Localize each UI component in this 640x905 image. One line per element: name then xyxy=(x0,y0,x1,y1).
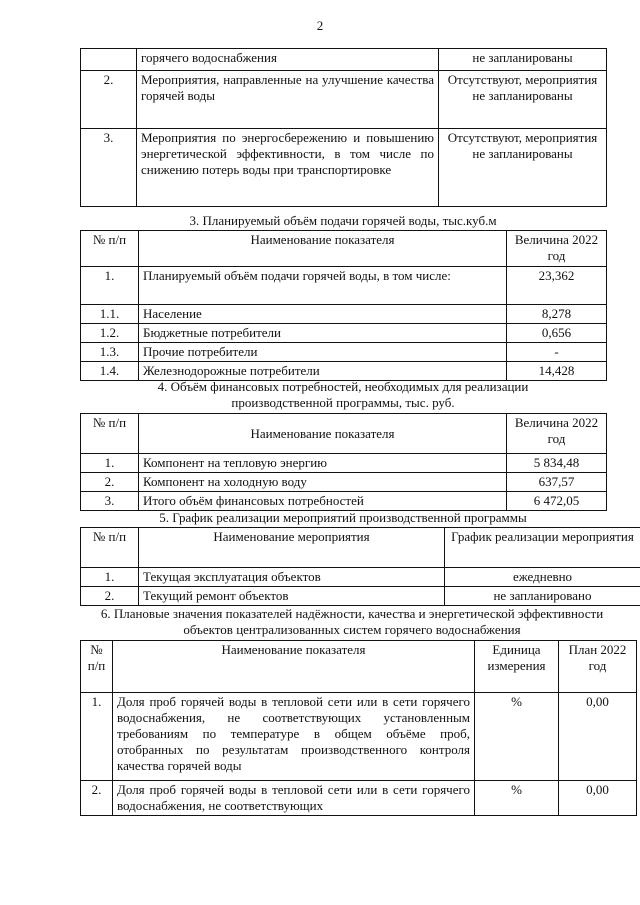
indicator-plan: 0,00 xyxy=(559,693,637,781)
measure-status: не запланированы xyxy=(439,49,607,71)
section-4-title: 4. Объём финансовых потребностей, необходимых для реализации производственной программы, тыс. руб. xyxy=(157,379,529,410)
indicator-value: 14,428 xyxy=(507,362,607,381)
table-row xyxy=(81,267,607,305)
indicator-name: Компонент на тепловую энергию xyxy=(139,454,507,473)
page-number: 2 xyxy=(316,18,324,33)
indicator-value: 5 834,48 xyxy=(507,454,607,473)
measure-status: Отсутствуют, мероприятия не запланированы xyxy=(439,71,607,129)
table-row xyxy=(81,693,637,781)
row-number: 3. xyxy=(81,129,137,207)
indicator-value: 6 472,05 xyxy=(507,492,607,511)
indicator-name: Итого объём финансовых потребностей xyxy=(139,492,507,511)
financial-needs-table xyxy=(80,413,607,511)
table-header xyxy=(81,528,640,568)
measure-schedule: ежедневно xyxy=(445,568,640,587)
indicator-value: 8,278 xyxy=(507,305,607,324)
measure-schedule: не запланировано xyxy=(445,587,640,606)
header-value: Величина 2022 год xyxy=(507,414,607,454)
row-number: 1.2. xyxy=(81,324,139,343)
header-num: № п/п xyxy=(81,641,113,693)
water-supply-table xyxy=(80,230,607,381)
header-unit: Единица измерения xyxy=(475,641,559,693)
indicator-name: Доля проб горячей воды в тепловой сети или в сети горячего водоснабжения, не соответствующих xyxy=(113,781,475,816)
measure-name: Текущая эксплуатация объектов xyxy=(139,568,445,587)
table-row xyxy=(81,454,607,473)
measure-status: Отсутствуют, мероприятия не запланированы xyxy=(439,129,607,207)
row-number: 1.1. xyxy=(81,305,139,324)
measures-table xyxy=(80,48,607,207)
table-row xyxy=(81,129,607,207)
section-5-title: 5. График реализации мероприятий производственной программы xyxy=(159,510,527,525)
header-num: № п/п xyxy=(81,414,139,454)
row-number: 1.4. xyxy=(81,362,139,381)
measure-name: горячего водоснабжения xyxy=(137,49,439,71)
table-row xyxy=(81,305,607,324)
indicator-name: Планируемый объём подачи горячей воды, в том числе: xyxy=(139,267,507,305)
table-row xyxy=(81,568,640,587)
table-row xyxy=(81,324,607,343)
row-number: 1. xyxy=(81,267,139,305)
table-header xyxy=(81,641,637,693)
indicator-unit: % xyxy=(475,693,559,781)
table-row xyxy=(81,587,640,606)
indicator-name: Компонент на холодную воду xyxy=(139,473,507,492)
measure-name: Мероприятия, направленные на улучшение качества горячей воды xyxy=(137,71,439,129)
reliability-table xyxy=(80,640,637,816)
measure-name: Мероприятия по энергосбережению и повышению энергетической эффективности, в том числе по снижению потерь воды при транспортировке xyxy=(137,129,439,207)
header-plan: План 2022 год xyxy=(559,641,637,693)
measure-name: Текущий ремонт объектов xyxy=(139,587,445,606)
indicator-value: 637,57 xyxy=(507,473,607,492)
indicator-name: Население xyxy=(139,305,507,324)
table-row xyxy=(81,492,607,511)
header-name: Наименование показателя xyxy=(139,414,507,454)
header-value: Величина 2022 год xyxy=(507,231,607,267)
table-row xyxy=(81,71,607,129)
row-number xyxy=(81,49,137,71)
header-num: № п/п xyxy=(81,528,139,568)
table-row xyxy=(81,362,607,381)
header-name: Наименование мероприятия xyxy=(139,528,445,568)
indicator-plan: 0,00 xyxy=(559,781,637,816)
indicator-name: Бюджетные потребители xyxy=(139,324,507,343)
row-number: 1. xyxy=(81,693,113,781)
header-name: Наименование показателя xyxy=(113,641,475,693)
indicator-name: Прочие потребители xyxy=(139,343,507,362)
indicator-name: Железнодорожные потребители xyxy=(139,362,507,381)
row-number: 2. xyxy=(81,781,113,816)
indicator-name: Доля проб горячей воды в тепловой сети или в сети горячего водоснабжения, не соответствующих установленным требованиям по температуре в общем объёме проб, отобранных по результатам производственного контроля качества горячей воды xyxy=(113,693,475,781)
table-row xyxy=(81,473,607,492)
row-number: 1. xyxy=(81,454,139,473)
row-number: 2. xyxy=(81,587,139,606)
header-num: № п/п xyxy=(81,231,139,267)
header-name: Наименование показателя xyxy=(139,231,507,267)
indicator-value: - xyxy=(507,343,607,362)
table-row xyxy=(81,49,607,71)
header-value: График реализации мероприятия xyxy=(445,528,640,568)
section-6-title: 6. Плановые значения показателей надёжности, качества и энергетической эффективности объектов централизованных систем горячего водоснабжения xyxy=(100,606,604,637)
table-header xyxy=(81,414,607,454)
indicator-value: 23,362 xyxy=(507,267,607,305)
table-header xyxy=(81,231,607,267)
row-number: 1.3. xyxy=(81,343,139,362)
indicator-unit: % xyxy=(475,781,559,816)
table-row xyxy=(81,781,637,816)
row-number: 2. xyxy=(81,473,139,492)
row-number: 3. xyxy=(81,492,139,511)
schedule-table xyxy=(80,527,640,606)
row-number: 1. xyxy=(81,568,139,587)
row-number: 2. xyxy=(81,71,137,129)
section-3-title: 3. Планируемый объём подачи горячей воды, тыс.куб.м xyxy=(189,213,497,228)
indicator-value: 0,656 xyxy=(507,324,607,343)
table-row xyxy=(81,343,607,362)
